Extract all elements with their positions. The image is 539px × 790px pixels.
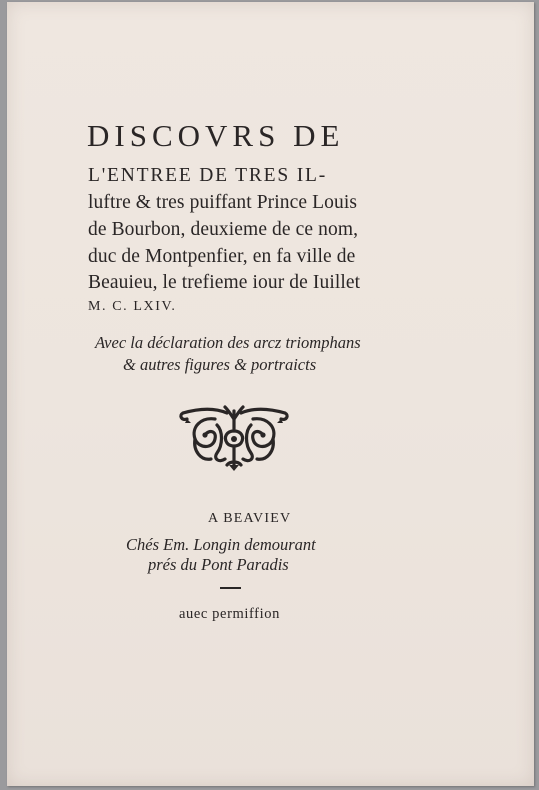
permission-note: auec permiffion bbox=[179, 606, 280, 622]
title-page bbox=[7, 2, 534, 786]
floral-fleuron-icon bbox=[175, 401, 293, 471]
title-line-2: L'ENTREE DE TRES IL- bbox=[88, 165, 327, 186]
place-of-publication: A BEAVIEV bbox=[208, 511, 292, 526]
page-title: DISCOVRS DE bbox=[87, 118, 345, 153]
printer-line-1: Chés Em. Longin demourant bbox=[126, 535, 316, 554]
title-line-6: Beauieu, le trefieme iour de Iuillet bbox=[88, 272, 361, 293]
title-line-4: de Bourbon, deuxieme de ce nom, bbox=[88, 219, 359, 240]
title-line-3: luftre & tres puiffant Prince Louis bbox=[88, 192, 358, 213]
title-line-5: duc de Montpenfier, en fa ville de bbox=[88, 246, 356, 267]
printer-line-2: prés du Pont Paradis bbox=[148, 555, 289, 574]
declaration-line-2: & autres figures & portraicts bbox=[123, 355, 317, 374]
divider-dash bbox=[220, 587, 241, 589]
publication-date: M. C. LXIV. bbox=[88, 299, 177, 314]
declaration-line-1: Avec la déclaration des arcz triomphans bbox=[95, 333, 361, 352]
